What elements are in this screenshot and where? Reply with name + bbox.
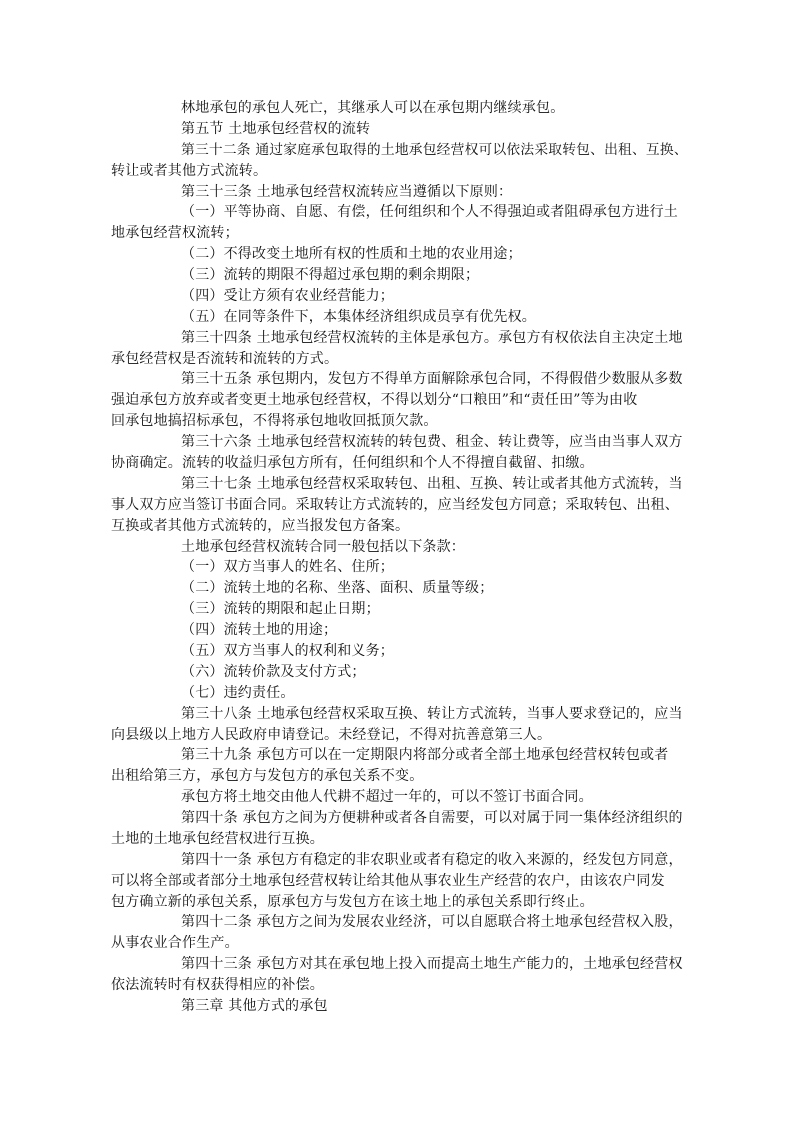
text-line: 第三十九条 承包方可以在一定期限内将部分或者全部土地承包经营权转包或者 [181, 747, 669, 763]
text-line: （五）在同等条件下，本集体经济组织成员享有优先权。 [181, 309, 536, 325]
text-line: 事人双方应当签订书面合同。采取转让方式流转的，应当经发包方同意；采取转包、出租、 [111, 497, 679, 513]
text-line: 第四十条 承包方之间为方便耕种或者各自需要，可以对属于同一集体经济组织的 [181, 810, 683, 826]
text-line: 转让或者其他方式流转。 [111, 163, 268, 179]
text-line: （五）双方当事人的权利和义务； [181, 643, 394, 659]
text-line: 第四十一条 承包方有稳定的非农职业或者有稳定的收入来源的，经发包方同意， [181, 852, 683, 868]
text-line: 承包方将土地交由他人代耕不超过一年的，可以不签订书面合同。 [181, 789, 593, 805]
text-line: 第三十三条 土地承包经营权流转应当遵循以下原则： [181, 184, 513, 200]
text-line: 土地的土地承包经营权进行互换。 [111, 831, 324, 847]
text-line: 向县级以上地方人民政府申请登记。未经登记，不得对抗善意第三人。 [111, 727, 552, 743]
chapter-heading: 第三章 其他方式的承包 [181, 998, 328, 1014]
text-line: 第三十八条 土地承包经营权采取互换、转让方式流转，当事人要求登记的，应当 [181, 706, 683, 722]
text-line: （二）流转土地的名称、坐落、面积、质量等级； [181, 580, 494, 596]
text-line: 第三十五条 承包期内，发包方不得单方面解除承包合同，不得假借少数服从多数 [181, 371, 683, 387]
text-line: 依法流转时有权获得相应的补偿。 [111, 977, 324, 993]
text-line: 强迫承包方放弃或者变更土地承包经营权，不得以划分“口粮田”和“责任田”等为由收 [111, 392, 638, 408]
text-line: 第三十七条 土地承包经营权采取转包、出租、互换、转让或者其他方式流转，当 [181, 476, 683, 492]
text-line: 从事农业合作生产。 [111, 935, 239, 951]
text-line: 第四十二条 承包方之间为发展农业经济，可以自愿联合将土地承包经营权入股， [181, 914, 683, 930]
text-line: 第四十三条 承包方对其在承包地上投入而提高土地生产能力的，土地承包经营权 [181, 956, 683, 972]
text-line: 第三十六条 土地承包经营权流转的转包费、租金、转让费等，应当由当事人双方 [181, 434, 683, 450]
text-line: （三）流转的期限和起止日期； [181, 601, 380, 617]
text-line: （一）双方当事人的姓名、住所； [181, 559, 394, 575]
text-line: 地承包经营权流转； [111, 225, 239, 241]
text-line: 第三十四条 土地承包经营权流转的主体是承包方。承包方有权依法自主决定土地 [181, 330, 683, 346]
text-line: （六）流转价款及支付方式； [181, 664, 366, 680]
text-line: 出租给第三方，承包方与发包方的承包关系不变。 [111, 768, 424, 784]
text-line: （四）流转土地的用途； [181, 622, 338, 638]
text-line: 承包经营权是否流转和流转的方式。 [111, 351, 339, 367]
text-line: （三）流转的期限不得超过承包期的剩余期限； [181, 267, 480, 283]
text-line: 可以将全部或者部分土地承包经营权转让给其他从事农业生产经营的农户，由该农户同发 [111, 873, 665, 889]
section-heading: 第五节 土地承包经营权的流转 [181, 121, 371, 137]
text-line: 包方确立新的承包关系，原承包方与发包方在该土地上的承包关系即行终止。 [111, 894, 594, 910]
text-line: （四）受让方须有农业经营能力； [181, 288, 394, 304]
text-line: 回承包地搞招标承包，不得将承包地收回抵顶欠款。 [111, 413, 438, 429]
text-line: 林地承包的承包人死亡，其继承人可以在承包期内继续承包。 [181, 100, 565, 116]
text-line: （七）违约责任。 [181, 685, 295, 701]
text-line: （二）不得改变土地所有权的性质和土地的农业用途； [181, 246, 522, 262]
text-line: 土地承包经营权流转合同一般包括以下条款： [181, 539, 465, 555]
text-line: 协商确定。流转的收益归承包方所有，任何组织和个人不得擅自截留、扣缴。 [111, 455, 594, 471]
text-line: 互换或者其他方式流转的，应当报发包方备案。 [111, 518, 410, 534]
text-line: （一）平等协商、自愿、有偿，任何组织和个人不得强迫或者阻碍承包方进行土 [181, 204, 678, 220]
text-line: 第三十二条 通过家庭承包取得的土地承包经营权可以依法采取转包、出租、互换、 [181, 142, 688, 158]
